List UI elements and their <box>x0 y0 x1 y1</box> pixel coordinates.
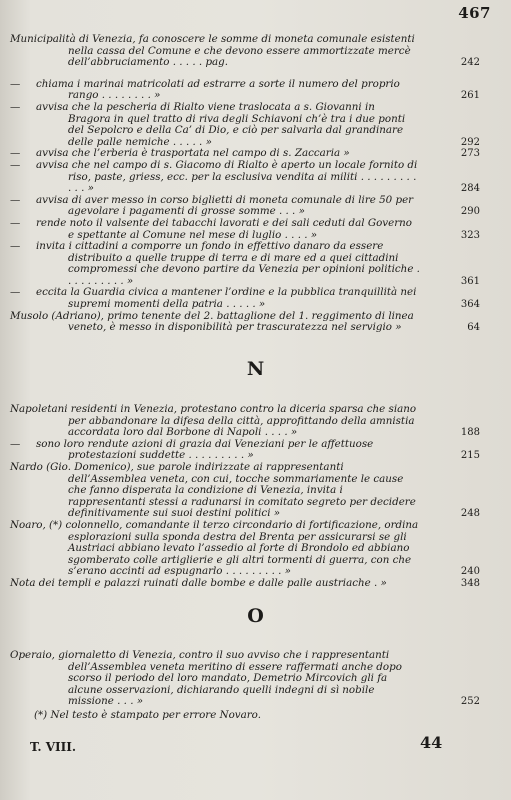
index-entry: — sono loro rendute azioni di grazia dai Veneziani per le affettuose protestazioni suddette . . . . . . . . . » 215 <box>10 437 480 462</box>
index-entry: — eccita la Guardia civica a mantener l’ordine e la pubblica tranquillità nei supremi momenti della patria . . . . . » 364 <box>10 286 480 311</box>
section-m <box>10 33 480 334</box>
footnote: (*) Nel testo è stampato per errore Novaro. <box>34 709 261 721</box>
index-entry: Municipalità di Venezia, fa conoscere le somme di moneta comunale esistenti nella cassa del Comune e che devono essere ammortizzate mercè dell’abbruciamento . . . . . pag. 242 <box>10 33 480 69</box>
index-entry: Nardo (Gio. Domenico), sue parole indirizzate ai rappresentanti dell’Assemblea veneta, con cui, tocche sommariamente le cause che fanno disperata la condizione di Venezia, invita i rappresentanti stessi a radunarsi in comitato segreto per decidere definitivamente sui suoi destini politici » 248 <box>10 460 480 520</box>
section-letter-o: O <box>247 605 264 627</box>
page-number: 467 <box>458 4 491 22</box>
section-n <box>10 403 480 590</box>
volume-label: T. VIII. <box>30 740 77 754</box>
index-entry: Napoletani residenti in Venezia, protestano contro la diceria sparsa che siano per abbandonare la difesa della città, approfittando della amnistia accordata loro dal Borbone di Napoli . . . . » 188 <box>10 403 480 439</box>
index-entry: Noaro, (*) colonnello, comandante il terzo circondario di fortificazione, ordina esplorazioni sulla sponda destra del Brenta per assicurarsi se gli Austriaci abbiano levato l’assedio al forte di Brondolo ed abbiano sgomberato colle artiglierie e gli altri tormenti di guerra, con che s’erano accinti ad espugnarlo . . . . . . . . . » 240 <box>10 518 480 578</box>
index-entry: — avvisa che l’erberia è trasportata nel campo di s. Zaccaria » 273 <box>10 147 480 160</box>
index-entry: Operaio, giornaletto di Venezia, contro il suo avviso che i rappresentanti dell’Assemblea veneta meritino di essere raffermati anche dopo scorso il periodo del loro mandato, Demetrio Mircovich gli fa alcune osservazioni, dichiarando quelli indegni di sì nobile missione . . . » 252 <box>10 649 480 708</box>
index-entry: — avvisa che la pescheria di Rialto viene traslocata a s. Giovanni in Bragora in quel tratto di riva degli Schiavoni ch’è tra i due ponti del Sepolcro e della Ca’ di Dio, e ciò per salvarla dal grandinare delle palle nemiche . . . . . » 292 <box>10 100 480 148</box>
index-entry: Musolo (Adriano), primo tenente del 2. battaglione del 1. reggimento di linea veneto, è messo in disponibilità per trascuratezza nel servigio » 64 <box>10 309 480 334</box>
index-entry: — rende noto il valsente dei tabacchi lavorati e dei sali ceduti dal Governo e spettante al Comune nel mese di luglio . . . . » 323 <box>10 216 480 241</box>
section-o <box>10 649 480 708</box>
index-entry: Nota dei templi e palazzi ruinati dalle bombe e dalle palle austriache . » 348 <box>10 576 480 589</box>
index-entry: — chiama i marinai matricolati ad estrarre a sorte il numero del proprio rango . . . . . . . . » 261 <box>10 77 480 102</box>
index-entry: — avvisa di aver messo in corso biglietti di moneta comunale di lire 50 per agevolare i pagamenti di grosse somme . . . » 290 <box>10 193 480 218</box>
signature-mark: 44 <box>420 733 443 752</box>
index-entry: — avvisa che nel campo di s. Giacomo di Rialto è aperto un locale fornito di riso, paste, griess, ecc. per la esclusiva vendita ai militi . . . . . . . . . . . . » 284 <box>10 158 480 195</box>
section-letter-n: N <box>246 358 265 380</box>
index-entry: — invita i cittadini a comporre un fondo in effettivo danaro da essere distribuito a quelle truppe di terra e di mare ed a quei cittadini compromessi che devono partire da Venezia per opinioni politiche . . . . . . . . . . » 361 <box>10 240 480 287</box>
